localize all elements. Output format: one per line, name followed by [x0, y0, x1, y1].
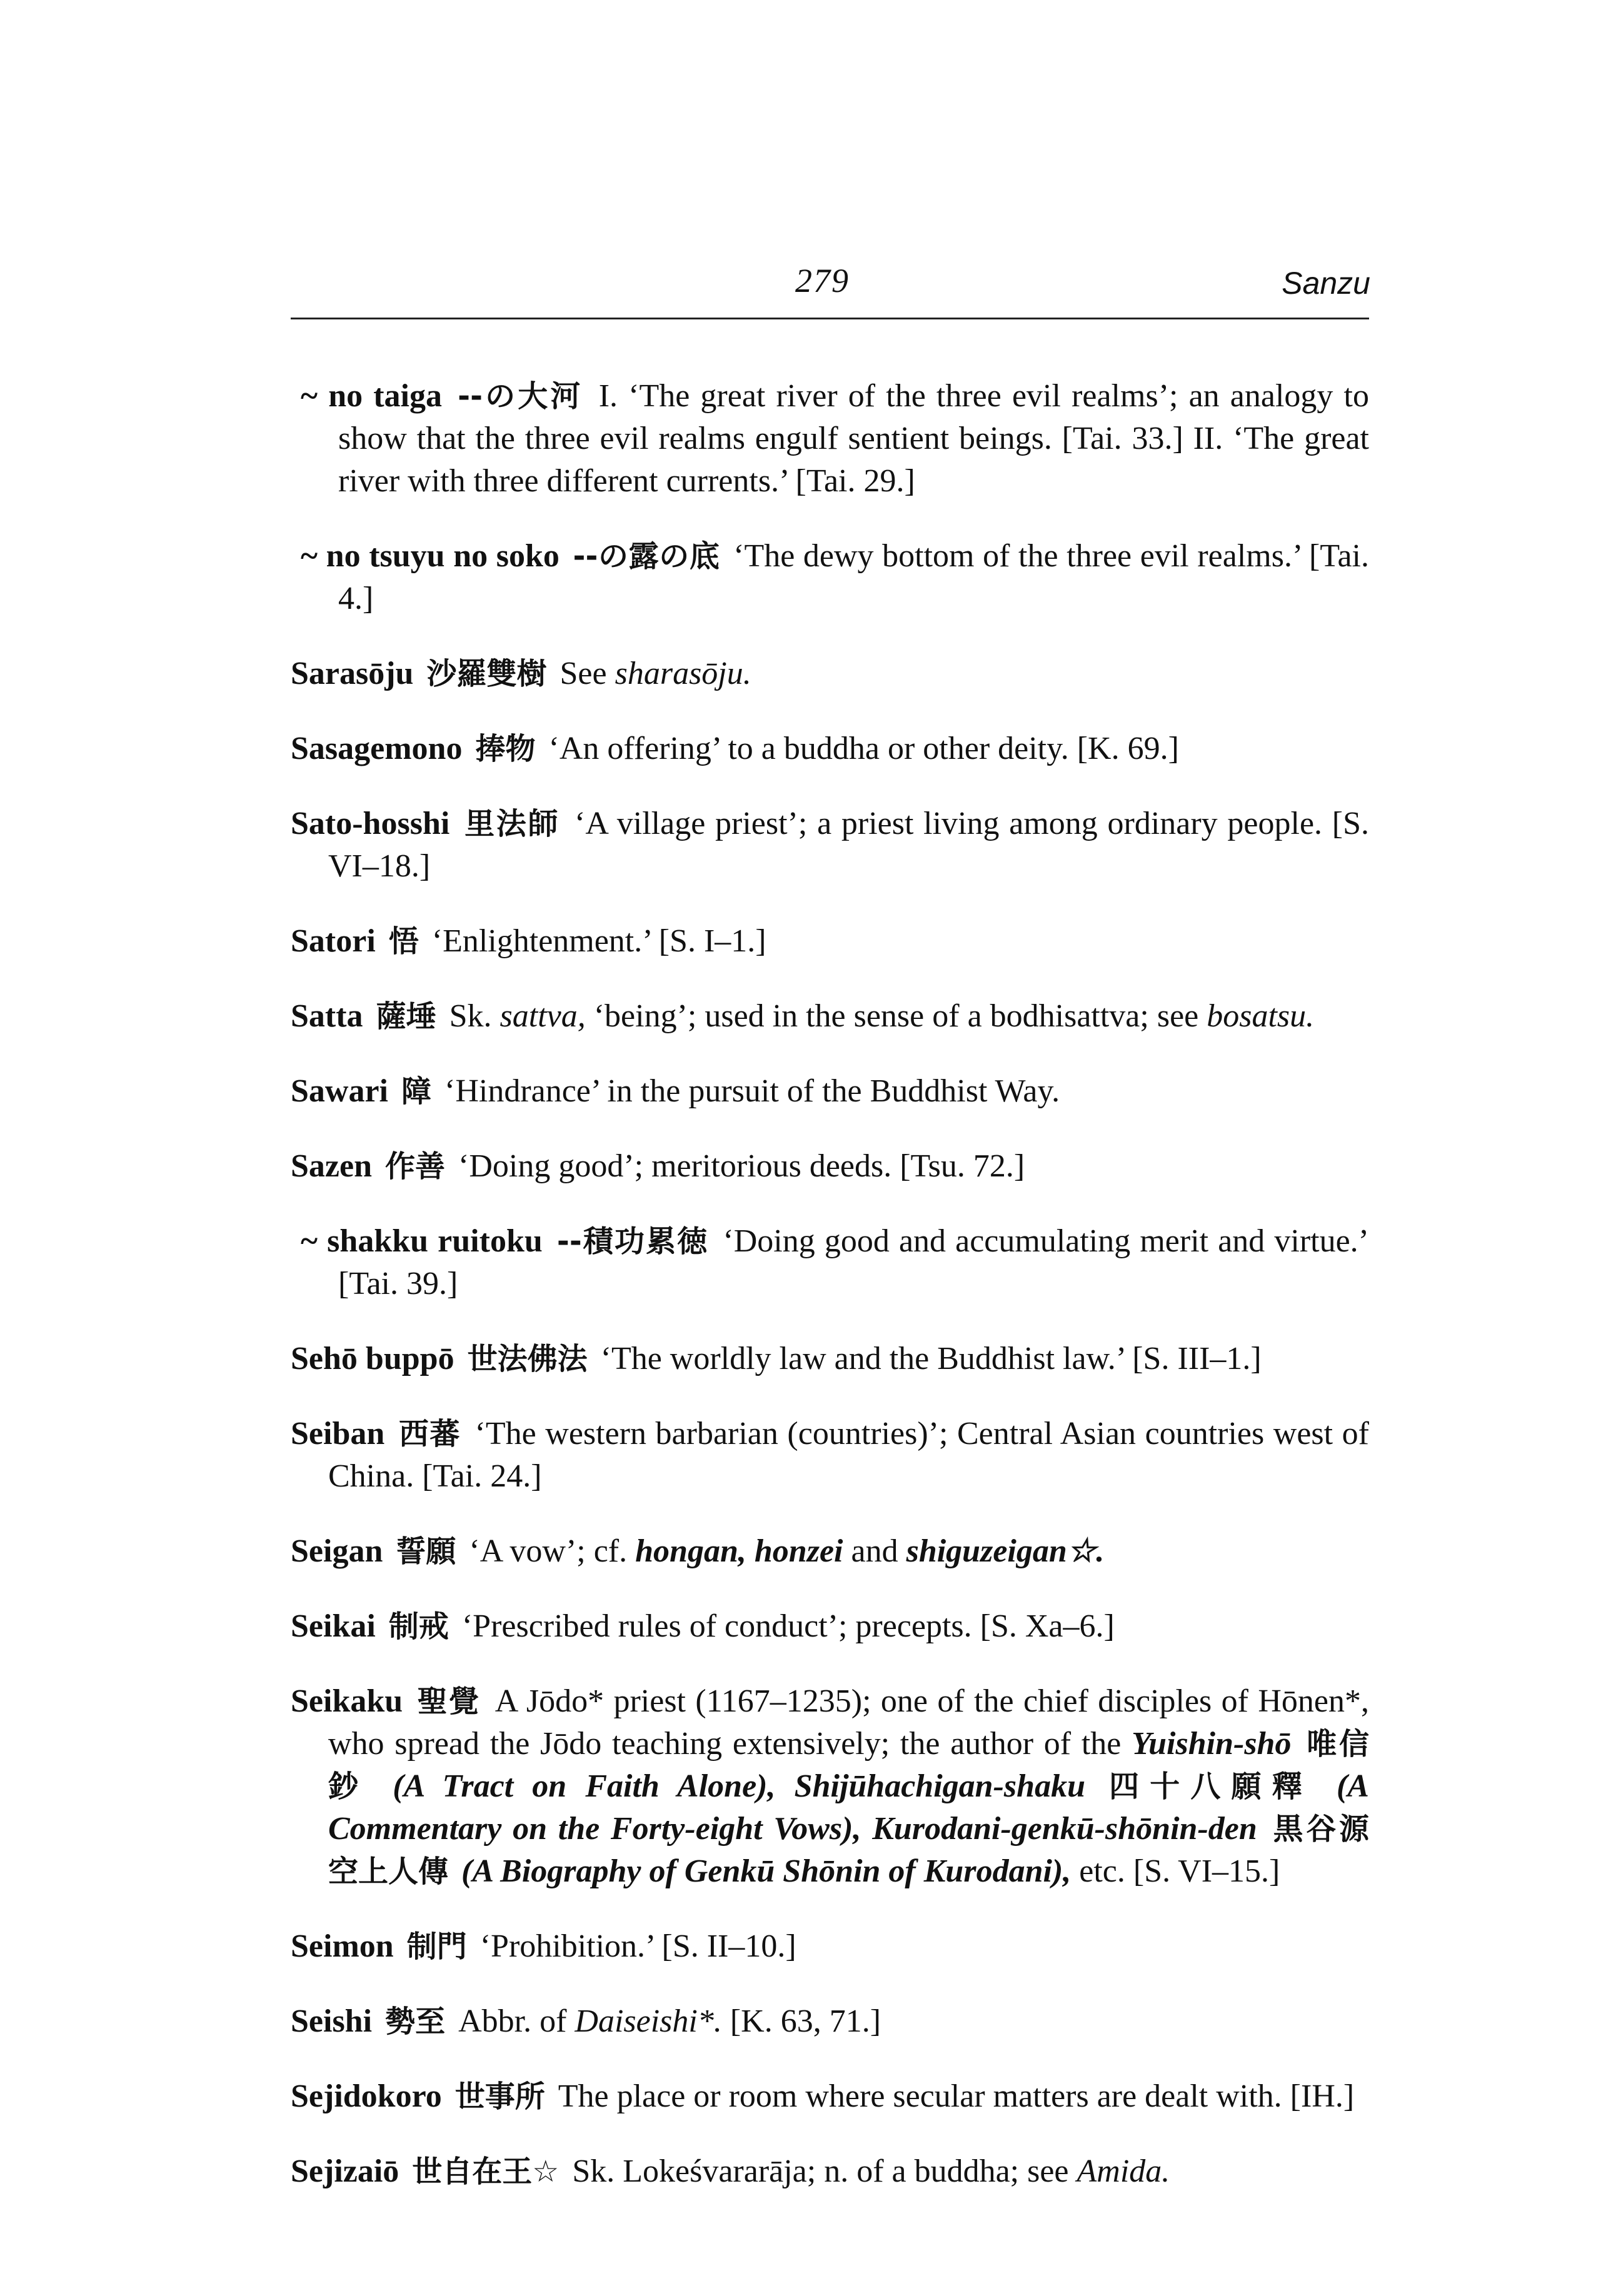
entry-definition: I. ‘The great river of the three evil realms’; an analogy to show that the three evil realms engulf sentient beings. [Tai. 33.] II. ‘The great river with three different currents.’ [Tai. 29.] [338, 378, 1369, 499]
entry-headword: Sawari [291, 1073, 388, 1109]
entry-kanji: --積功累徳 [556, 1224, 709, 1259]
entry-definition: ‘The worldly law and the Buddhist law.’ [S. III–1.] [600, 1341, 1262, 1376]
entry-cross-reference: shiguzeigan☆. [906, 1533, 1105, 1569]
entry-kanji: 制門 [406, 1929, 467, 1964]
entry-headword: Sarasōju [291, 656, 414, 691]
entry-headword: Seimon [291, 1928, 394, 1964]
dictionary-entry [291, 728, 1369, 770]
entry-kanji: 悟 [388, 924, 419, 959]
dictionary-entry [291, 1680, 1369, 1893]
entry-headword: Sehō buppō [291, 1341, 454, 1376]
entry-kanji: 捧物 [475, 731, 536, 766]
entry-definition: and [851, 1533, 898, 1569]
entry-definition: Sk. Lokeśvararāja; n. of a buddha; see [572, 2153, 1069, 2189]
dictionary-entry [291, 920, 1369, 963]
dictionary-entry [291, 2150, 1369, 2193]
entry-headword: Sasagemono [291, 731, 463, 766]
entry-headword: Seigan [291, 1533, 383, 1569]
entry-kanji: 世自在王☆ [412, 2154, 560, 2189]
page-number: 279 [795, 262, 850, 299]
entry-headword: Satta [291, 998, 363, 1034]
entry-kanji: 勢至 [385, 2004, 446, 2039]
entry-definition: See [560, 656, 607, 691]
dictionary-entry [291, 2075, 1369, 2118]
entry-headword: Sejizaiō [291, 2153, 399, 2189]
entry-definition: ‘The western barbarian (countries)’; Central Asian countries west of China. [Tai. 24.] [328, 1416, 1369, 1494]
entry-kanji: --の大河 [458, 379, 583, 414]
entry-kanji: 里法師 [464, 806, 560, 841]
entry-kanji: 制戒 [388, 1609, 449, 1644]
entry-headword: Sazen [291, 1148, 372, 1184]
entry-kanji: 世法佛法 [467, 1341, 588, 1376]
dictionary-entry [291, 1070, 1369, 1113]
entry-headword: Seikai [291, 1608, 376, 1644]
entry-work-title: Shijūhachigan-shaku [794, 1768, 1085, 1804]
entry-definition: ‘A village priest’; a priest living among ordinary people. [S. VI–18.] [328, 806, 1369, 884]
entry-work-title: Yuishin-shō [1132, 1726, 1292, 1762]
entry-tilde: ~ [301, 538, 318, 574]
dictionary-entry [291, 1530, 1369, 1573]
entry-kanji: 聖覺 [417, 1684, 481, 1719]
entry-work-kanji: 唯信鈔 [328, 1727, 1369, 1804]
dictionary-entry [291, 2000, 1369, 2043]
entry-definition: ‘Enlightenment.’ [S. I–1.] [431, 923, 766, 959]
entry-tilde: ~ [301, 1223, 318, 1259]
dictionary-entry [291, 653, 1369, 695]
entry-definition: Sk. [449, 998, 492, 1034]
entry-cross-reference: hongan, honzei [635, 1533, 843, 1569]
entry-work-kanji: 四十八願釋 [1109, 1769, 1313, 1804]
entry-definition: etc. [S. VI–15.] [1079, 1853, 1280, 1889]
entry-definition: ‘An offering’ to a buddha or other deity. [K. 69.] [548, 731, 1179, 766]
entry-kanji: 世事所 [454, 2079, 545, 2114]
entry-definition: ‘Doing good and accumulating merit and virtue.’ [Tai. 39.] [338, 1223, 1369, 1301]
entry-headword: Sato-hosshi [291, 806, 450, 841]
entry-cross-reference: Amida. [1076, 2153, 1170, 2189]
dictionary-entries [291, 343, 1369, 2204]
entry-definition: A Jōdo* priest (1167–1235); one of the chief disciples of Hōnen*, who spread the Jōdo teaching extensively; the author of the [328, 1683, 1370, 1762]
entry-headword: Seishi [291, 2003, 373, 2039]
entry-definition: ‘Prohibition.’ [S. II–10.] [479, 1928, 796, 1964]
entry-kanji: 作善 [385, 1149, 446, 1184]
entry-work-translation: (A Commentary on the Forty-eight Vows), [328, 1768, 1369, 1847]
entry-kanji: 西蕃 [398, 1416, 461, 1451]
entry-headword: Satori [291, 923, 376, 959]
running-head: Sanzu [1282, 266, 1370, 301]
dictionary-entry [301, 535, 1369, 620]
entry-headword: Seikaku [291, 1683, 403, 1719]
entry-work-title: Kurodani-genkū-shōnin-den [872, 1811, 1257, 1847]
entry-definition: ‘Hindrance’ in the pursuit of the Buddhist Way. [444, 1073, 1060, 1109]
entry-definition: ‘being’; used in the sense of a bodhisattva; see [593, 998, 1199, 1034]
entry-work-translation: (A Tract on Faith Alone), [393, 1768, 776, 1804]
entry-definition: ‘Prescribed rules of conduct’; precepts. [S. Xa–6.] [461, 1608, 1115, 1644]
dictionary-entry [301, 1220, 1369, 1305]
dictionary-entry [291, 803, 1369, 888]
entry-definition: ‘Doing good’; meritorious deeds. [Tsu. 72.] [458, 1148, 1025, 1184]
header-rule [291, 318, 1369, 319]
entry-headword: Seiban [291, 1416, 385, 1451]
entry-cross-reference: Daiseishi*. [575, 2003, 722, 2039]
entry-cross-reference: bosatsu. [1207, 998, 1315, 1034]
entry-cross-reference: sharasōju. [615, 656, 751, 691]
dictionary-entry [291, 995, 1369, 1038]
entry-kanji: 誓願 [396, 1534, 456, 1569]
entry-definition: ‘The dewy bottom of the three evil realms.’ [Tai. 4.] [338, 538, 1370, 616]
dictionary-entry [301, 375, 1369, 503]
entry-headword: no taiga [328, 378, 443, 414]
entry-definition: ‘A vow’; cf. [469, 1533, 628, 1569]
dictionary-entry [291, 1413, 1369, 1498]
entry-tilde: ~ [301, 378, 318, 414]
entry-kanji: 薩埵 [376, 999, 436, 1034]
entry-headword: shakku ruitoku [327, 1223, 543, 1259]
entry-kanji: 障 [401, 1074, 432, 1109]
entry-kanji: 沙羅雙樹 [426, 656, 547, 691]
entry-sanskrit-term: sattva, [499, 998, 586, 1034]
dictionary-entry [291, 1605, 1369, 1648]
entry-kanji: --の露の底 [573, 539, 720, 574]
entry-headword: no tsuyu no soko [326, 538, 560, 574]
entry-headword: Sejidokoro [291, 2078, 442, 2114]
entry-definition: Abbr. of [458, 2003, 567, 2039]
dictionary-entry [291, 1338, 1369, 1380]
dictionary-entry [291, 1145, 1369, 1188]
entry-definition: The place or room where secular matters are dealt with. [IH.] [558, 2078, 1355, 2114]
entry-definition: [K. 63, 71.] [730, 2003, 881, 2039]
dictionary-entry [291, 1925, 1369, 1968]
entry-work-kanji: 黒谷源空上人傳 [328, 1812, 1369, 1889]
entry-work-translation: (A Biography of Genkū Shōnin of Kurodani), [461, 1853, 1071, 1889]
